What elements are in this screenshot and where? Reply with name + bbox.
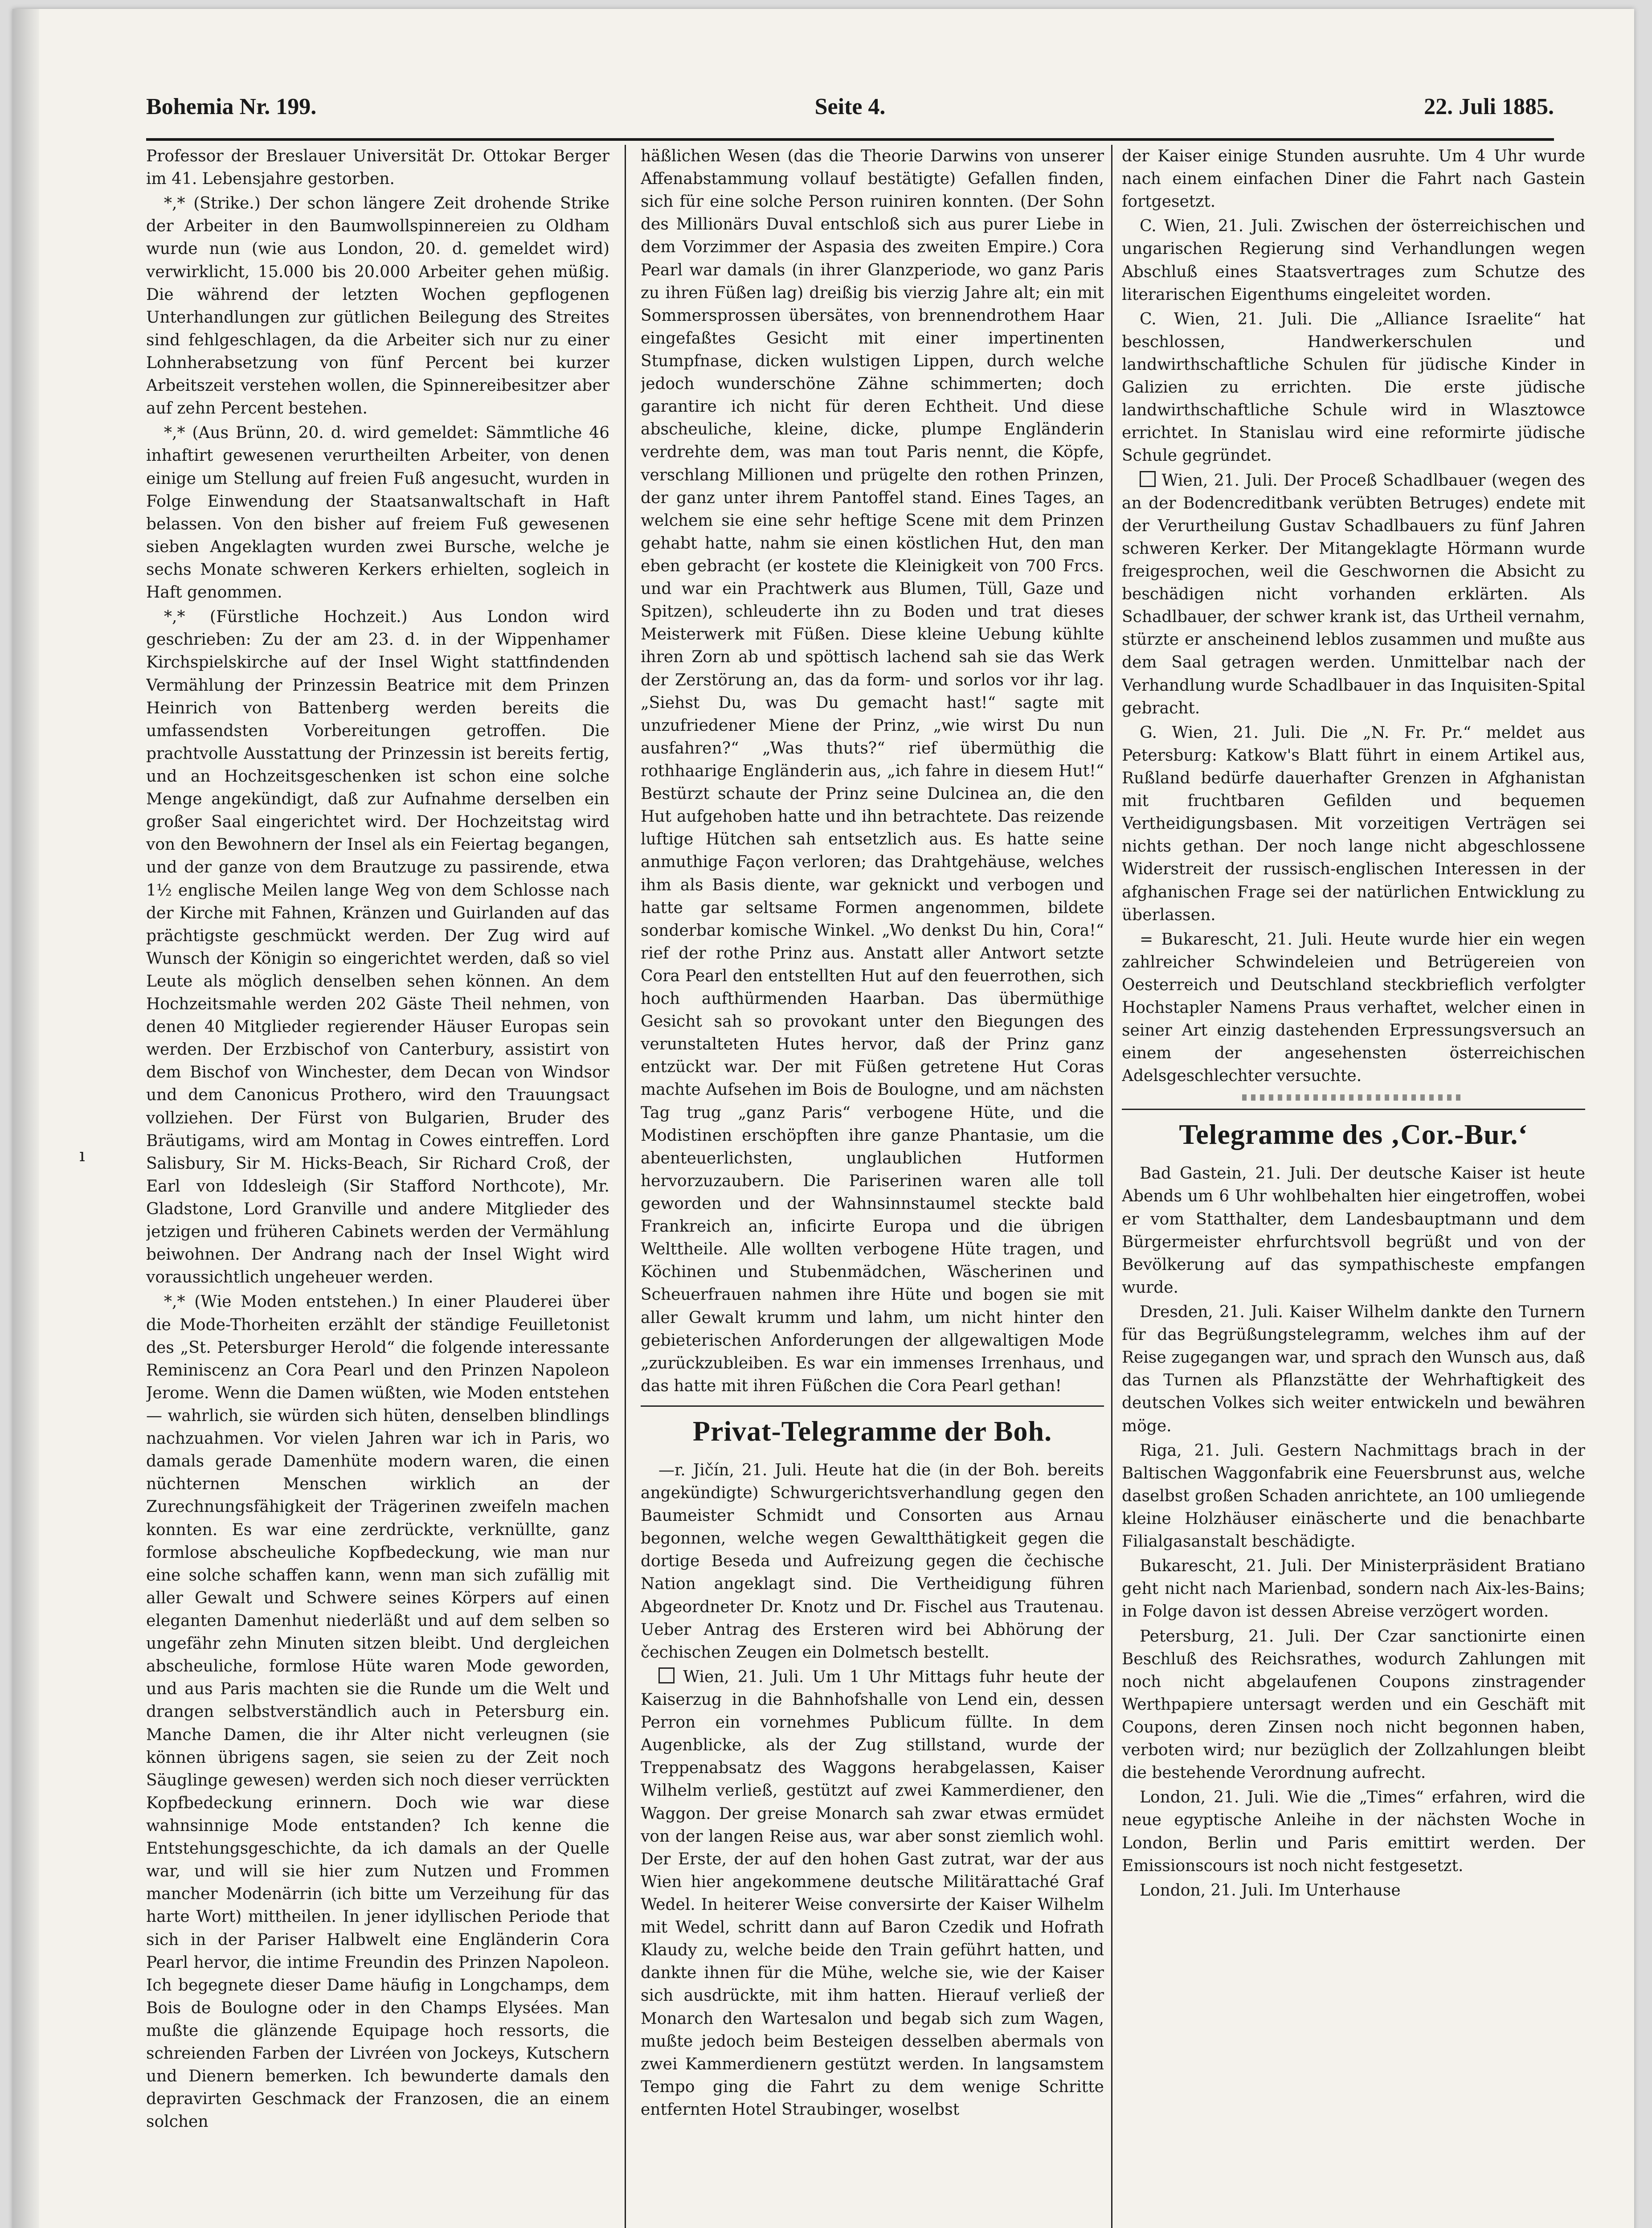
header-page-number: Seite 4. [814,94,886,119]
article-paragraph: Professor der Breslauer Universität Dr. Ottokar Berger im 41. Lebensjahre gestorben. [146,147,609,188]
section-heading-private-telegrams: Privat-Telegramme der Boh. [641,1405,1104,1452]
telegram-wien-alliance: C. Wien, 21. Juli. Die „Alliance Israelite“ hat beschlossen, Handwerkerschulen und landwirthschaftliche Schulen für jüdische Kinder in Galizien zu errichten. Die erste jüdische landwirthschaftliche Schule wird in Wlasztowce errichtet. In Stanislau wird eine reformirte jüdische Schule gegründet. [1122,310,1585,465]
article-royal-wedding: *,* (Fürstliche Hochzeit.) Aus London wird geschrieben: Zu der am 23. d. in der Wippenhamer Kirchspielskirche auf der Insel Wight stattfindenden Vermählung der Prinzessin Beatrice mit dem Prinzen Heinrich von Battenberg werden bereits die umfassendsten Vorbereitungen getroffen. Die prachtvolle Ausstattung der Prinzessin ist bereits fertig, und an Hochzeitsgeschenken ist schon eine solche Menge angekündigt, daß zur Aufnahme derselben ein großer Saal eingerichtet wird. Der Hochzeitstag wird von den Bewohnern der Insel als ein Feiertag begangen, und der ganze von dem Brautzuge zu passirende, etwa 1½ englische Meilen lange Weg von dem Schlosse nach der Kirche mit Fahnen, Kränzen und Guirlanden auf das prächtigste geschmückt werden. Der Zug wird auf Wunsch der Königin so eingerichtet werden, daß so viel Leute als möglich denselben sehen können. An dem Hochzeitsmahle werden 202 Gäste Theil nehmen, von denen 40 Mitglieder regierender Häuser Europas sein werden. Der Erzbischof von Canterbury, assistirt von dem Bischof von Winchester, dem Decan von Windsor und dem Canonicus Prothero, wird den Trauungsact vollziehen. Der Fürst von Bulgarien, Bruder des Bräutigams, wird am Montag in Cowes eintreffen. Lord Salisbury, Sir M. Hicks-Beach, Sir Richard Croß, der Earl von Iddesleigh (Sir Stafford Northcote), Mr. Gladstone, Lord Granville und andere Mitglieder des jetzigen und früheren Cabinets werden der Vermählung beiwohnen. Der Andrang nach der Insel Wight wird voraussichtlich ungeheuer werden. [146,608,609,1287]
column-divider [625,145,626,2228]
telegram-text: Wien, 21. Juli. Um 1 Uhr Mittags fuhr heute der Kaiserzug in die Bahnhofshalle von Lend ein, dessen Perron ein vornehmes Publicum füllte. In dem Augenblicke, als der Zug stillstand, wurde der Treppenabsatz des Waggons herabgelassen, Kaiser Wilhelm verließ, gestützt auf zwei Kammerdiener, den Waggon. Der greise Monarch sah zwar etwas ermüdet von der langen Reise aus, war aber sonst ziemlich wohl. Der Erste, der auf den hohen Gast zutrat, war der aus Wien hier angekommene deutsche Militärattaché Graf Wedel. In heiterer Weise conversirte der Kaiser Wilhelm mit Wedel, schritt dann auf Baron Czedik und Hofrath Klaudy zu, welche beide den Train geführt hatten, und dankte ihnen für die Mühe, welche sie, wie der Kaiser sich ausdrückte, mit ihm hatten. Hierauf verließ der Monarch den Wartesalon und begab sich zum Wagen, mußte jedoch beim Besteigen desselben abermals von zwei Kammerdienern gestützt werden. In langsamstem Tempo ging die Fahrt zu dem wenige Schritte entfernten Hotel Straubinger, woselbst [641,1667,1104,2119]
telegram-petersburg: Petersburg, 21. Juli. Der Czar sanctionirte einen Beschluß des Reichsrathes, wodurch Zahlungen mit noch nicht abgelaufenen Coupons zinstragender Werthpapiere untersagt werden und ein Geschäft mit Coupons, deren Zinsen noch nicht begonnen haben, verboten wird; nur bezüglich der Zollzahlungen bleibt die bestehende Verordnung aufrecht. [1122,1627,1585,1782]
telegram-wien [641,1666,1104,2121]
section-heading-cor-bur: Telegramme des ‚Cor.-Bur.‘ [1122,1109,1585,1155]
telegram-wien-staatsvertrag: C. Wien, 21. Juli. Zwischen der österreichischen und ungarischen Regierung sind Verhandlungen wegen Abschluß eines Staatsvertrages zum Schutze des literarischen Eigenthums eingeleitet worden. [1122,217,1585,304]
article-fashion: *,* (Wie Moden entstehen.) In einer Plauderei über die Mode-Thorheiten erzählt der ständige Feuilletonist des „St. Petersburger Herold“ die folgende interessante Reminiscenz an Cora Pearl und den Prinzen Napoleon Jerome. Wenn die Damen wüßten, wie Moden entstehen — wahrlich, sie würden sich hüten, denselben blindlings nachzuahmen. Vor vielen Jahren war ich in Paris, wo damals gerade Damenhüte modern waren, die einen nüchternen Menschen wirklich an der Zurechnungsfähigkeit der Trägerinen zweifeln machen konnten. Es war eine zerdrückte, verknüllte, ganz formlose abscheuliche Kopfbedeckung, wie man nur eine solche schaffen kann, wenn man sich zufällig mit aller Gewalt und Schwere seines Körpers auf einen eleganten Damenhut niederläßt und auf dem selben so ungefähr zehn Minuten sitzen bleibt. Und dergleichen abscheuliche, formlose Hüte waren Mode geworden, und aus Paris machten sie die Runde um die Welt und drangen selbstverständlich auch in Petersburg ein. Manche Damen, die ihr Alter nicht verleugnen (sie können übrigens sagen, sie seien zu der Zeit noch Säuglinge gewesen) werden sich noch dieser verrückten Kopfbedeckung erinnern. Doch wie war diese wahnsinnige Mode entstanden? Ich kenne die Entstehungsgeschichte, da ich damals an der Quelle war, und will sie hier zum Nutzen und Frommen mancher Modenärrin (ich bitte um Verzeihung für das harte Wort) mittheilen. In jener idyllischen Periode that sich in der Pariser Halbwelt eine Engländerin Cora Pearl hervor, die intime Freundin des Prinzen Napoleon. Ich begegnete dieser Dame häufig in Longchamps, dem Bois de Boulogne oder in den Champs Elysées. Man mußte die glänzende Equipage hoch ressorts, die schreienden Farben der Livréen von Jockeys, Kutschern und Dienern bemerken. Ich bewunderte damals den depravirten Geschmack der Franzosen, die an einem solchen [146,1293,609,2131]
telegram-bad-gastein: Bad Gastein, 21. Juli. Der deutsche Kaiser ist heute Abends um 6 Uhr wohlbehalten hier eingetroffen, wobei er vom Statthalter, dem Landesbauptmann und dem Bürgermeister ehrfurchtsvoll begrüßt und von der Bevölkerung auf das sympathischeste empfangen wurde. [1122,1164,1585,1297]
telegram-bukarescht: = Bukarescht, 21. Juli. Heute wurde hier ein wegen zahlreicher Schwindeleien und Betrügereien von Oesterreich und Deutschland steckbrieflich verfolgter Hochstapler Namens Praus verhaftet, welcher einen in seiner Art einzig dastehenden Erpressungsversuch an einem der angesehensten österreichischen Adelsgeschlechter versuchte. [1122,930,1585,1085]
column-1 [146,145,609,2228]
telegram-wien-petersburg: G. Wien, 21. Juli. Die „N. Fr. Pr.“ meldet aus Petersburg: Katkow's Blatt führt in einem Artikel aus, Rußland bedürfe dauerhafter Grenzen in Afghanistan mit fruchtbaren Gefilden und bequemen Vertheidigungsbasen. Mit vorzeitigen Verträgen sei nichts gethan. Der noch lange nicht abgeschlossene Widerstreit der russisch-englischen Interessen in der afghanischen Frage sei der natürlichen Entwicklung zu überlassen. [1122,723,1585,924]
article-bruenn: *,* (Aus Brünn, 20. d. wird gemeldet: Sämmtliche 46 inhaftirt gewesenen verurtheilten Arbeiter, von denen einige um Stellung auf freien Fuß angesucht, wurden in Folge Einwendung der Staatsanwaltschaft in Haft belassen. Von den bisher auf freiem Fuß gewesenen sieben Angeklagten wurden zwei Bursche, welche je sechs Monate schweren Kerkers erhielten, sogleich in Haft genommen. [146,424,609,602]
column-2 [641,145,1104,2228]
telegram-jicin: —r. Jičín, 21. Juli. Heute hat die (in der Boh. bereits angekündigte) Schwurgerichtsverhandlung gegen den Baumeister Schmidt und Consorten aus Arnau begonnen, welche wegen Gewaltthätigkeit gegen die dortige Beseda und Aufreizung gegen die čechische Nation angeklagt sind. Die Vertheidigung führen Abgeordneter Dr. Knotz und Dr. Fischel aus Trautenau. Ueber Antrag des Ersteren wird bei Abhörung der čechischen Zeugen ein Dolmetsch bestellt. [641,1461,1104,1662]
column-3 [1122,145,1585,2228]
telegram-text: Wien, 21. Juli. Der Proceß Schadlbauer (wegen des an der Bodencreditbank verübten Betruges) endete mit der Verurtheilung Gustav Schadlbauers zu fünf Jahren schweren Kerker. Der Mitangeklagte Hörmann wurde freigesprochen, weil die Geschwornen die Absicht zu beschädigen nicht vorhanden erklärten. Als Schadlbauer, der schwer krank ist, das Urtheil vernahm, stürzte er anscheinend leblos zusammen und mußte aus dem Saal getragen werden. Unmittelbar nach der Verhandlung wurde Schadlbauer in das Inquisiten-Spital gebracht. [1122,471,1585,717]
header-date: 22. Juli 1885. [1424,94,1554,119]
telegram-riga: Riga, 21. Juli. Gestern Nachmittags brach in der Baltischen Waggonfabrik eine Feuersbrunst aus, welche daselbst großen Schaden anrichtete, an 100 umliegende kleine Holzhäuser einäscherte und die benachbarte Filialgasanstalt beschädigte. [1122,1441,1585,1551]
article-fashion-continued: häßlichen Wesen (das die Theorie Darwins von unserer Affenabstammung vollauf bestätigte) Gefallen finden, sich für eine solche Person ruiniren konnten. (Der Sohn des Millionärs Duval entschloß sich aus purer Liebe in dem Vorzimmer der Aspasia des zweiten Empire.) Cora Pearl war damals (in ihrer Glanzperiode, wo ganz Paris zu ihren Füßen lag) dreißig bis vierzig Jahre alt; ein mit Sommersprossen übersätes, von brennendrothem Haar eingefaßtes Gesicht mit einer impertinenten Stumpfnase, dicken wulstigen Lippen, durch welche jedoch wunderschöne Zähne schimmerten; doch garantire ich nicht für deren Echtheit. Und diese abscheuliche, kleine, dicke, plumpe Engländerin verdrehte dem, was man tout Paris nennt, die Köpfe, verschlang Millionen und prügelte den rothen Prinzen, der ganz unter ihrem Pantoffel stand. Eines Tages, an welchem sie eine sehr heftige Scene mit dem Prinzen gehabt hatte, nahm sie einen köstlichen Hut, den man eben gebracht (er kostete die Kleinigkeit von 700 Frcs. und war ein Prachtwerk aus Blumen, Tüll, Gaze und Spitzen), schleuderte ihn zu Boden und trat dieses Meisterwerk mit Füßen. Diese kleine Uebung kühlte ihren Zorn ab und spöttisch lachend sah sie das Werk der Zerstörung an, das da form- und sorlos vor ihr lag. „Siehst Du, was Du gemacht hast!“ sagte mit unzufriedener Miene der Prinz, „wie wirst Du nun ausfahren?“ „Was thuts?“ rief übermüthig die rothhaarige Engländerin aus, „ich fahre in diesem Hut!“ Bestürzt schaute der Prinz seine Dulcinea an, die den Hut aufgehoben hatte und ihn betrachtete. Das reizende luftige Hütchen sah entsetzlich aus. Es hatte seine anmuthige Façon verloren; das Drahtgehäuse, welches ihm als Basis diente, war geknickt und verbogen und hatte gar seltsame Formen angenommen, bildete sonderbar komische Winkel. „Wo denkst Du hin, Cora!“ rief der rothe Prinz aus. Anstatt aller Antwort setzte Cora Pearl den entstellten Hut auf den feuerrothen, sich hoch aufthürmenden Haarban. Das übermüthige Gesicht sah so provokant unter den Biegungen des verunstalteten Hutes hervor, daß der Prinz ganz entzückt war. Der mit Füßen getretene Hut Coras machte Aufsehen im Bois de Boulogne, und am nächsten Tag trug „ganz Paris“ verbogene Hüte, und die Modistinen erschöpften ihre ganze Phantasie, um die abenteuerlichsten, unglaublichen Hutformen hervorzuzaubern. Die Pariserinen waren alle toll geworden und der Wahnsinnstaumel steckte bald Frankreich an, inficirte Europa und die übrigen Welttheile. Alle wollten verbogene Hüte tragen, und Köchinen und Stubenmädchen, Wäscherinen und Scheuerfrauen nahmen ihre Hüte und bogen sie mit aller Gewalt krumm und lahm, um nicht hinter den gebieterischen Anforderungen der allgewaltigen Mode „zurückzubleiben. Es war ein immenses Irrenhaus, und das hatte mit ihren Füßchen die Cora Pearl gethan! [641,147,1104,1395]
newspaper-page [12,9,1634,2228]
telegram-london-unterhaus: London, 21. Juli. Im Unterhause [1140,1881,1401,1900]
telegram-wien-schadlbauer [1122,469,1585,720]
telegram-marker-icon [658,1667,675,1683]
article-strike: *,* (Strike.) Der schon längere Zeit drohende Strike der Arbeiter in den Baumwollspinnereien zu Oldham wurde nun (wie aus London, 20. d. gemeldet wird) verwirklicht, 15.000 bis 20.000 Arbeiter gehen müßig. Die während der letzten Wochen gepflogenen Unterhandlungen zur gütlichen Beilegung des Streites sind fehlgeschlagen, da die Arbeiter sich nur zu einer Lohnherabsetzung von fünf Percent bei kurzer Arbeitszeit verstehen wollen, die Spinnereibesitzer aber auf zehn Percent bestehen. [146,194,609,418]
decorative-rule [1242,1094,1465,1101]
telegram-london-anleihe: London, 21. Juli. Wie die „Times“ erfahren, wird die neue egyptische Anleihe in der nächsten Woche in London, Berlin und Paris emittirt werden. Der Emissionscours ist noch nicht festgesetzt. [1122,1788,1585,1875]
telegram-bukarescht-bratiano: Bukarescht, 21. Juli. Der Ministerpräsident Bratiano geht nicht nach Marienbad, sondern nach Aix-les-Bains; in Folge davon ist dessen Abreise verzögert worden. [1122,1557,1585,1621]
telegram-continued: der Kaiser einige Stunden ausruhte. Um 4 Uhr wurde nach einem einfachen Diner die Fahrt nach Gastein fortgesetzt. [1122,147,1585,211]
page-header [146,89,1554,129]
header-issue: Bohemia Nr. 199. [146,94,317,119]
telegram-marker-icon [1140,471,1156,487]
telegram-dresden: Dresden, 21. Juli. Kaiser Wilhelm dankte den Turnern für das Begrüßungstelegramm, welches ihm auf der Reise zugegangen war, und sprach den Wunsch aus, daß das Turnen als Pflanzstätte der Wehrhaftigkeit des deutschen Volkes sich weiter entwickeln und bewähren möge. [1122,1303,1585,1435]
margin-mark: ı [79,1145,85,1166]
header-rule [146,138,1554,141]
column-divider [1111,145,1112,2228]
page-binding-shadow [12,9,39,2228]
